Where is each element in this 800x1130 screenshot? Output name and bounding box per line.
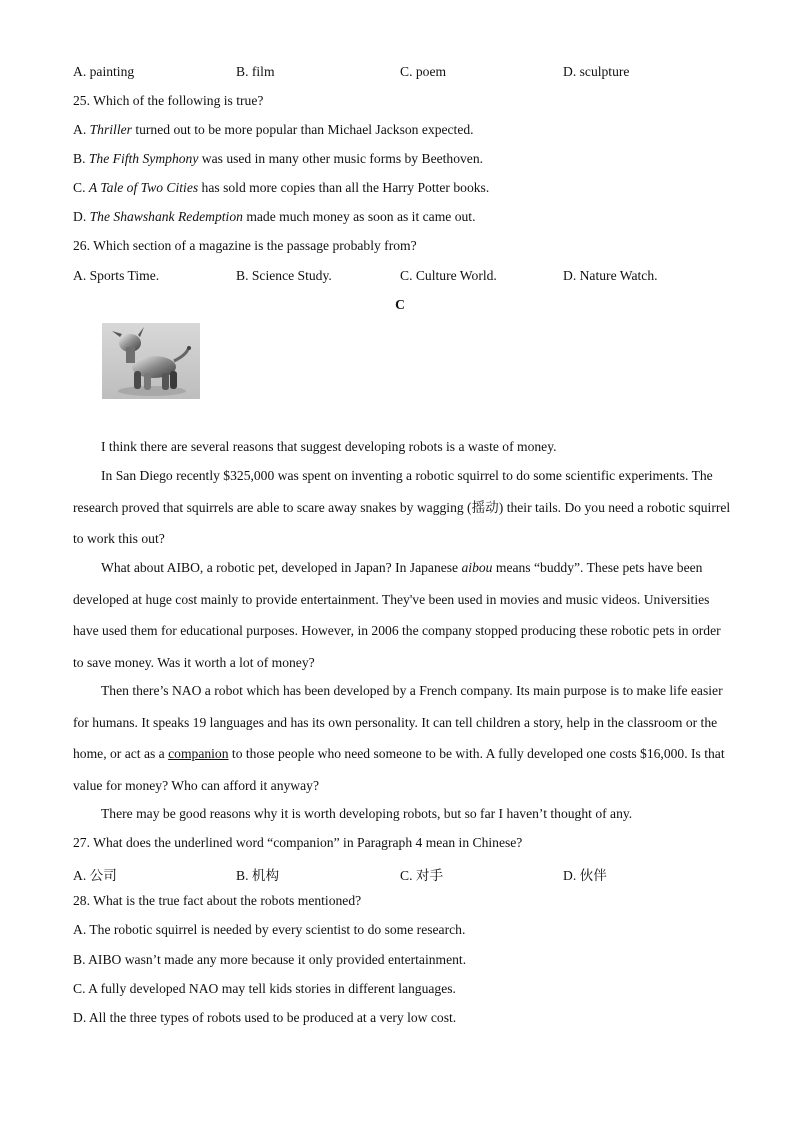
q26-option-c: C. Culture World. [400,268,497,283]
q25-option-b: B. The Fifth Symphony was used in many other music forms by Beethoven. [73,151,484,166]
passage-paragraph-5: There may be good reasons why it is worth developing robots, but so far I haven’t thought of any. [101,806,633,821]
q24-option-a: A. painting [73,64,135,79]
q27-option-c: C. 对手 [400,868,444,883]
q25-stem: 25. Which of the following is true? [73,93,264,108]
q28-option-b: B. AIBO wasn’t made any more because it only provided entertainment. [73,952,467,967]
robot-dog-image [102,323,200,399]
q24-option-b: B. film [236,64,275,79]
q24-option-c: C. poem [400,64,447,79]
q25-option-c: C. A Tale of Two Cities has sold more copies than all the Harry Potter books. [73,180,490,195]
q26-option-a: A. Sports Time. [73,268,160,283]
q28-option-a: A. The robotic squirrel is needed by every scientist to do some research. [73,922,466,937]
q26-option-d: D. Nature Watch. [563,268,658,283]
q27-option-d: D. 伙伴 [563,868,607,883]
q25-option-d: D. The Shawshank Redemption made much money as soon as it came out. [73,209,476,224]
q25-option-a: A. Thriller turned out to be more popular than Michael Jackson expected. [73,122,474,137]
passage-paragraph-1: I think there are several reasons that suggest developing robots is a waste of money. [101,439,557,454]
passage-paragraph-4: Then there’s NAO a robot which has been developed by a French company. Its main purpose is to make life easier for humans. It speaks 19 languages and has its own personality. It can tell children a story, help in the classroom or the home, or act as a companion to those people who need someone to be with. A fully developed one costs $16,000. Is that value for money? Who can afford it anyway? [73,683,725,793]
q26-option-b: B. Science Study. [236,268,332,283]
underlined-word: companion [168,746,229,761]
passage-paragraph-3: What about AIBO, a robotic pet, developed in Japan? In Japanese aibou means “buddy”. These pets have been developed at huge cost mainly to provide entertainment. They've been used in movies and music videos. Universities have used them for educational purposes. However, in 2006 the company stopped producing these robotic pets in order to save money. Was it worth a lot of money? [73,560,721,670]
section-heading: C [395,297,405,312]
q28-option-d: D. All the three types of robots used to be produced at a very low cost. [73,1010,457,1025]
q28-stem: 28. What is the true fact about the robots mentioned? [73,893,362,908]
q24-option-d: D. sculpture [563,64,630,79]
q27-option-b: B. 机构 [236,868,280,883]
q28-option-c: C. A fully developed NAO may tell kids stories in different languages. [73,981,456,996]
q27-option-a: A. 公司 [73,868,117,883]
passage-paragraph-2: In San Diego recently $325,000 was spent on inventing a robotic squirrel to do some scientific experiments. The research proved that squirrels are able to scare away snakes by wagging (摇动) their tails. Do you need a robotic squirrel to work this out? [73,468,731,546]
q26-stem: 26. Which section of a magazine is the passage probably from? [73,238,417,253]
q27-stem: 27. What does the underlined word “companion” in Paragraph 4 mean in Chinese? [73,835,523,850]
